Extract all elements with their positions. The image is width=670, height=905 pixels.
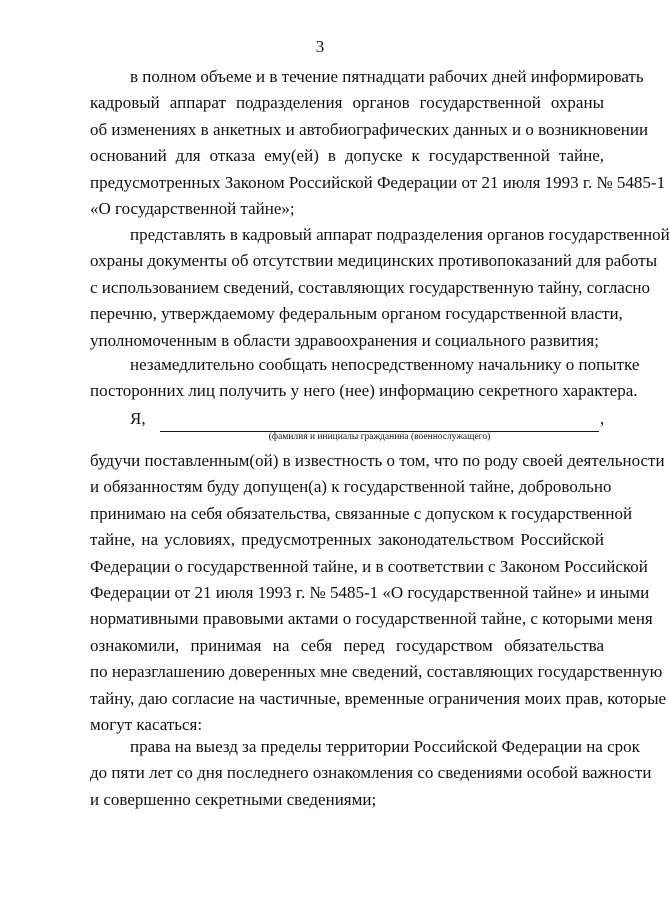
text-line: «О государственной тайне»; bbox=[90, 198, 295, 218]
text-line: ознакомили, принимая на себя перед государством обязательства bbox=[90, 635, 604, 655]
text-line: нормативными правовыми актами о государственной тайне, с которыми меня bbox=[90, 609, 653, 629]
text-line: могут касаться: bbox=[90, 714, 203, 734]
text-line: права на выезд за пределы территории Российской Федерации на срок bbox=[130, 737, 640, 756]
text-line: по неразглашению доверенных мне сведений, составляющих государственную bbox=[90, 662, 663, 682]
text-line: в полном объеме и в течение пятнадцати рабочих дней информировать bbox=[130, 67, 644, 86]
text-line: предусмотренных Законом Российской Федерации от 21 июля 1993 г. № 5485-1 bbox=[90, 172, 666, 192]
text-line: незамедлительно сообщать непосредственному начальнику о попытке bbox=[130, 355, 640, 374]
text-line: тайне, на условиях, предусмотренных законодательством Российской bbox=[90, 530, 604, 550]
paragraph-medical-documents bbox=[90, 222, 670, 354]
text-line: и обязанностям буду допущен(а) к государственной тайне, добровольно bbox=[90, 477, 612, 497]
paragraph-inform-changes bbox=[90, 64, 666, 222]
text-line: будучи поставленным(ой) в известность о том, что по роду своей деятельности bbox=[90, 451, 665, 470]
text-line: до пяти лет со дня последнего ознакомления со сведениями особой важности bbox=[90, 763, 652, 783]
text-line: охраны документы об отсутствии медицинских противопоказаний для работы bbox=[90, 251, 658, 271]
signature-label: Я, bbox=[130, 409, 146, 428]
text-line: кадровый аппарат подразделения органов государственной охраны bbox=[90, 93, 604, 113]
text-line: тайну, даю согласие на частичные, временные ограничения моих прав, которые bbox=[90, 688, 667, 708]
name-field-caption: (фамилия и инициалы гражданина (военнослужащего) bbox=[268, 432, 491, 442]
text-line: представлять в кадровый аппарат подразделения органов государственной bbox=[130, 225, 670, 244]
paragraph-report-attempts bbox=[90, 352, 640, 404]
text-line: об изменениях в анкетных и автобиографических данных и о возникновении bbox=[90, 119, 649, 139]
text-line: принимаю на себя обязательства, связанные с допуском к государственной bbox=[90, 503, 633, 523]
text-line: и совершенно секретными сведениями; bbox=[90, 789, 377, 809]
paragraph-consent bbox=[90, 448, 667, 738]
text-line: посторонних лиц получить у него (нее) информацию секретного характера. bbox=[90, 381, 638, 400]
text-line: Федерации от 21 июля 1993 г. № 5485-1 «О государственной тайне» и иными bbox=[90, 582, 650, 602]
signature-comma: , bbox=[600, 409, 605, 428]
page-number: 3 bbox=[315, 37, 325, 56]
text-line: оснований для отказа ему(ей) в допуске к государственной тайне, bbox=[90, 146, 604, 166]
text-line: уполномоченным в области здравоохранения и социального развития; bbox=[90, 330, 599, 350]
text-line: Федерации о государственной тайне, и в соответствии с Законом Российской bbox=[90, 556, 648, 576]
text-line: с использованием сведений, составляющих государственную тайну, согласно bbox=[90, 277, 650, 297]
text-line: перечню, утверждаемому федеральным органом государственной власти, bbox=[90, 304, 623, 324]
signature-row bbox=[130, 406, 610, 446]
paragraph-travel-restriction bbox=[90, 734, 652, 813]
